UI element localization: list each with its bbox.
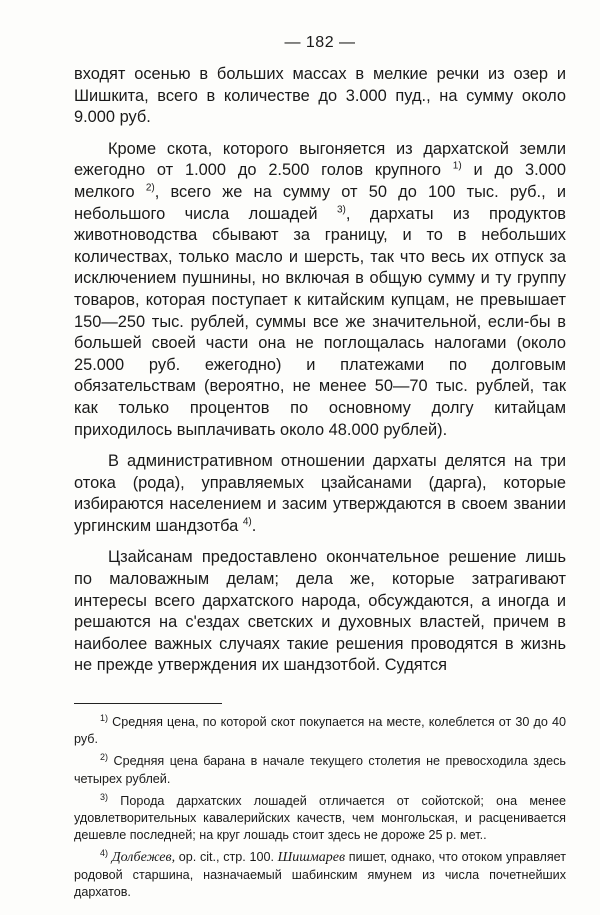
paragraph-4 [74, 547, 566, 677]
footnote-ref-1: 1) [452, 160, 462, 172]
footnote-4-citation: ор. cit., стр. 100. [175, 850, 278, 865]
footnote-2-text: Средняя цена барана в начале текущего столетия не превосходила здесь четырех рублей. [74, 754, 566, 786]
footnote-4 [74, 849, 566, 901]
paragraph-1-text: входят осенью в больших массах в мелкие речки из озер и Шишкита, всего в количестве до 3.000 пуд., на сумму около 9.000 руб. [74, 65, 566, 127]
paragraph-3-text-b: . [251, 516, 257, 535]
main-text [74, 64, 566, 677]
footnote-3 [74, 793, 566, 845]
paragraph-3 [74, 451, 566, 537]
footnote-3-text: Порода дархатских лошадей отличается от сойотской; она менее удовлетворительных кавалерийских качеств, чем монгольская, и расценивается дешевле последней; на круг лошадь стоит здесь не дороже 25 р. мет.. [74, 793, 566, 843]
page-number: — 182 — [284, 34, 356, 51]
paragraph-2-text-d: , дархаты из продуктов животноводства сбывают за границу, и то в небольших количествах, только масло и шерсть, так что весь их отпуск за исключением пушнины, но включая в общую сумму и ту группу товаров, которая поступает к китайским купцам, не превышает 150—250 тыс. рублей, суммы все же значительной, если-бы в большей своей части она не поглощалась налогами (около 25.000 руб. ежегодно) и платежами по долговым обязательствам (вероятно, не менее 50—70 тыс. рублей, так как только процентов по основному долгу китайцам приходилось выплачивать около 48.000 рублей). [74, 204, 566, 439]
footnote-3-marker: 3) [100, 791, 109, 802]
footnote-ref-2: 2) [145, 182, 155, 194]
paragraph-2-text-c: , всего же на сумму от 50 до 100 тыс. руб., и небольшого числа лошадей [74, 182, 567, 223]
footnote-1 [74, 714, 566, 748]
footnote-ref-4: 4) [242, 516, 252, 528]
footnote-4-author-2: Шишмарев [277, 850, 346, 866]
footnote-4-author-1: Долбежев, [111, 850, 176, 866]
footnote-1-text: Средняя цена, по которой скот покупается на месте, колеблется от 30 до 40 руб. [74, 715, 566, 747]
paragraph-2-text-a: Кроме скота, которого выгоняется из дархатской земли ежегодно от 1.000 до 2.500 голов крупного [74, 139, 566, 180]
footnote-2-marker: 2) [100, 752, 109, 763]
footnotes [74, 714, 566, 901]
footnote-divider [74, 703, 222, 704]
footnote-1-marker: 1) [100, 712, 109, 723]
paragraph-4-text: Цзайсанам предоставлено окончательное решение лишь по маловажным делам; дела же, которые затрагивают интересы всего дархатского народа, обсуждаются, а иногда и решаются на с'ездах светских и духовных властей, причем в наиболее важных случаях такие решения проводятся в жизнь не прежде утверждения их шандзотбой. Судятся [74, 548, 566, 675]
footnote-ref-3: 3) [336, 204, 346, 216]
footnote-4-marker: 4) [100, 848, 109, 859]
paragraph-1 [74, 64, 566, 129]
footnote-2 [74, 753, 566, 787]
paragraph-2 [74, 139, 566, 441]
footnote-4-text: пишет, однако, что отоком управляет родовой старшина, назначаемый шабинским ямунем из числа почетнейших дархатов. [74, 850, 566, 899]
paragraph-2-text-b: и до 3.000 мелкого [74, 161, 566, 201]
paragraph-3-text-a: В административном отношении дархаты делятся на три отока (рода), управляемых цзайсанами (дарга), которые избираются населением и засим утверждаются в своем звании ургинским шандзотба [74, 452, 566, 535]
